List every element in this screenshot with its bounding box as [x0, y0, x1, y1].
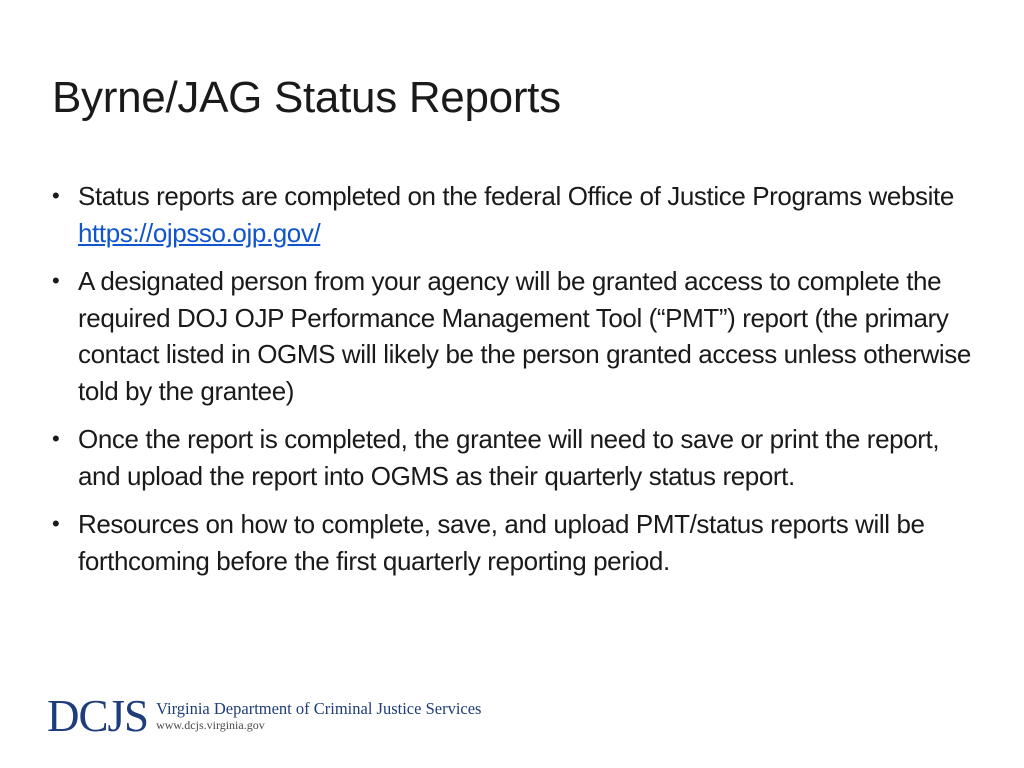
- org-url: www.dcjs.virginia.gov: [156, 718, 265, 732]
- bullet-list: [52, 178, 982, 591]
- ojp-website-link[interactable]: https://ojpsso.ojp.gov/: [78, 217, 321, 248]
- bullet-item-2: [52, 263, 982, 409]
- bullet-item-4: [52, 506, 982, 579]
- bullet-text: A designated person from your agency will be granted access to complete the required DOJ OJP Performance Management Tool (“PMT”) report (the primary contact listed in OGMS will likely be the person granted access unless otherwise told by the grantee): [78, 266, 971, 406]
- bullet-icon: •: [52, 268, 60, 293]
- bullet-item-1: [52, 178, 982, 251]
- bullet-text: Resources on how to complete, save, and upload PMT/status reports will be forthcoming before the first quarterly reporting period.: [78, 509, 925, 576]
- page-title: Byrne/JAG Status Reports: [52, 73, 561, 122]
- org-name: Virginia Department of Criminal Justice Services: [156, 699, 482, 718]
- bullet-icon: •: [52, 426, 60, 451]
- dcjs-logo-mark: DCJS: [47, 691, 149, 741]
- bullet-icon: •: [52, 183, 60, 208]
- dcjs-logo: [47, 692, 497, 740]
- bullet-text: Once the report is completed, the grantee will need to save or print the report, and upload the report into OGMS as their quarterly status report.: [78, 424, 940, 491]
- bullet-text: Status reports are completed on the federal Office of Justice Programs website: [78, 181, 954, 211]
- bullet-item-3: [52, 421, 982, 494]
- bullet-icon: •: [52, 511, 60, 536]
- dcjs-logo-text: [156, 699, 481, 733]
